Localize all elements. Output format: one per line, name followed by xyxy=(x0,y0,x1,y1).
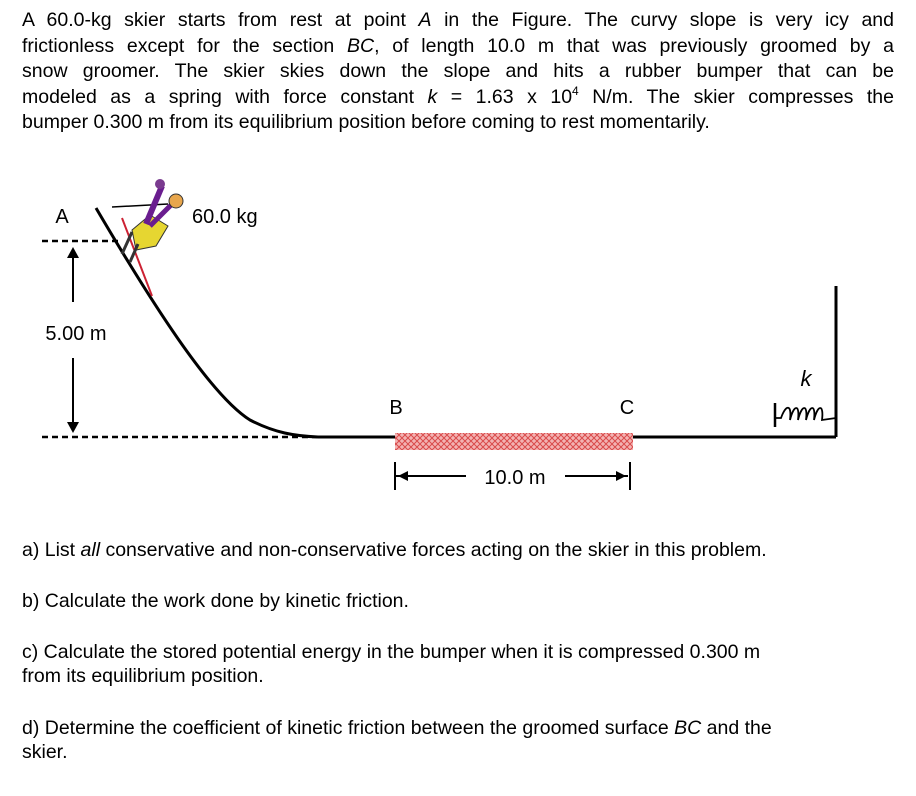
spring-constant-label: k xyxy=(800,366,812,391)
problem-line-1: A 60.0-kg skier starts from rest at point A in the Figure. The curvy slope is very icy and xyxy=(22,9,894,31)
spring-bumper xyxy=(775,403,836,427)
problem-line-3: snow groomer. The skier skies down the slope and hits a rubber bumper that can be xyxy=(22,60,894,82)
height-arrow-up-head xyxy=(67,247,79,258)
point-a-label: A xyxy=(55,206,69,228)
height-arrow-down-head xyxy=(67,422,79,433)
question-c: c) Calculate the stored potential energy in the bumper when it is compressed 0.300 m from its equilibrium position. xyxy=(22,641,761,687)
skier-illustration xyxy=(112,179,183,296)
ski-slope-figure xyxy=(0,160,916,520)
mass-label: 60.0 kg xyxy=(192,206,258,228)
groomed-section-bc xyxy=(395,433,633,450)
height-label: 5.00 m xyxy=(45,323,107,345)
question-a: a) List all conservative and non-conservative forces acting on the skier in this problem. xyxy=(22,539,767,561)
point-b-label: B xyxy=(389,397,403,419)
question-b: b) Calculate the work done by kinetic friction. xyxy=(22,590,409,612)
problem-line-2: frictionless except for the section BC, of length 10.0 m that was previously groomed by a xyxy=(22,34,894,57)
problem-line-5: bumper 0.300 m from its equilibrium position before coming to rest momentarily. xyxy=(22,111,710,133)
length-left-arrowhead xyxy=(398,471,408,481)
length-label: 10.0 m xyxy=(484,467,546,489)
length-right-arrowhead xyxy=(616,471,626,481)
problem-line-4: modeled as a spring with force constant k = 1.63 x $10^4$ N/m. The skier compresses the xyxy=(22,83,894,108)
problem-statement xyxy=(22,8,894,136)
point-c-label: C xyxy=(619,397,635,419)
curvy-slope xyxy=(96,208,318,437)
question-d: d) Determine the coefficient of kinetic friction between the groomed surface BC and the skier. xyxy=(22,717,772,763)
